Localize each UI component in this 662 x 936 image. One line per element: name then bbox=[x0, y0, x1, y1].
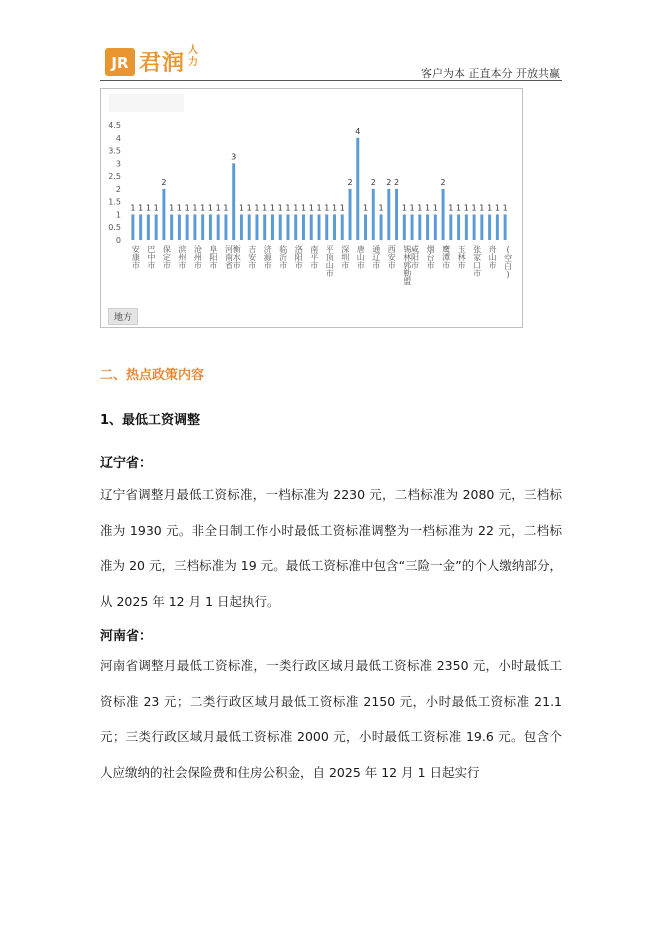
chart-bar bbox=[356, 138, 359, 240]
bar-value-label: 2 bbox=[370, 177, 376, 187]
logo-subtitle: 人力 bbox=[188, 45, 198, 68]
x-tick-label: 阜阳市 bbox=[208, 245, 218, 269]
bar-value-label: 1 bbox=[471, 203, 477, 213]
bar-value-label: 2 bbox=[161, 177, 167, 187]
x-tick-label: 西安市 bbox=[387, 245, 397, 269]
x-tick-label: 平顶山市 bbox=[325, 245, 335, 277]
bar-value-label: 1 bbox=[277, 203, 283, 213]
bar-value-label: 1 bbox=[362, 203, 369, 213]
chart-bar bbox=[395, 189, 398, 240]
y-tick-label: 2 bbox=[115, 184, 121, 194]
bar-value-label: 1 bbox=[316, 203, 322, 213]
chart-bar bbox=[155, 214, 158, 240]
x-tick-label: (空白) bbox=[503, 245, 513, 279]
bar-value-label: 1 bbox=[176, 203, 182, 213]
bar-value-label: 2 bbox=[386, 177, 392, 187]
bar-value-label: 1 bbox=[456, 203, 462, 213]
bar-value-label: 1 bbox=[494, 203, 500, 213]
x-tick-label: 滨州市 bbox=[177, 245, 187, 269]
x-tick-label: 烟台市 bbox=[426, 245, 436, 269]
bar-value-label: 1 bbox=[254, 203, 260, 213]
x-tick-label: 洛阳市 bbox=[294, 245, 304, 269]
chart-bar bbox=[147, 214, 150, 240]
chart-bar bbox=[496, 214, 499, 240]
chart-bar bbox=[372, 189, 375, 240]
bar-value-label: 1 bbox=[285, 203, 291, 213]
x-tick-label: 唐山市 bbox=[356, 245, 366, 269]
bar-value-label: 3 bbox=[231, 152, 237, 162]
chart-bar bbox=[364, 214, 367, 240]
bar-value-label: 1 bbox=[269, 203, 276, 213]
x-tick-label: 南平市 bbox=[309, 245, 319, 269]
bar-value-label: 1 bbox=[207, 203, 213, 213]
chart-bar bbox=[380, 214, 383, 240]
bar-value-label: 4 bbox=[355, 126, 361, 136]
y-tick-label: 1.5 bbox=[108, 197, 121, 207]
x-tick-label: 保定市 bbox=[162, 245, 172, 269]
subsection-title: 1、最低工资调整 bbox=[100, 413, 201, 428]
svg-text:JR: JR bbox=[111, 54, 129, 72]
chart-bar bbox=[457, 214, 460, 240]
chart-bar bbox=[255, 214, 258, 240]
bar-value-label: 1 bbox=[192, 203, 198, 213]
bar-value-label: 1 bbox=[184, 203, 190, 213]
bar-value-label: 1 bbox=[130, 203, 136, 213]
y-tick-label: 0.5 bbox=[108, 223, 121, 233]
x-tick-label: 临沂市 bbox=[278, 245, 288, 269]
chart-panel bbox=[100, 88, 523, 328]
chart-bar bbox=[294, 214, 297, 240]
chart-bar bbox=[224, 214, 227, 240]
y-tick-label: 3 bbox=[115, 159, 121, 169]
chart-bar bbox=[449, 214, 452, 240]
chart-bar bbox=[318, 214, 321, 240]
x-tick-label: 深圳市 bbox=[340, 245, 350, 269]
section-title: 二、热点政策内容 bbox=[100, 368, 205, 383]
y-tick-label: 1 bbox=[115, 210, 121, 220]
chart-bar bbox=[310, 214, 313, 240]
chart-bar bbox=[442, 189, 445, 240]
bar-value-label: 1 bbox=[308, 203, 314, 213]
bar-value-label: 1 bbox=[324, 203, 330, 213]
bar-value-label: 1 bbox=[502, 203, 508, 213]
bar-value-label: 1 bbox=[246, 203, 252, 213]
bar-value-label: 1 bbox=[448, 203, 454, 213]
y-tick-label: 4.5 bbox=[108, 121, 121, 130]
chart-bar bbox=[434, 214, 437, 240]
bar-value-label: 1 bbox=[300, 203, 307, 213]
x-tick-label: 张家口市 bbox=[472, 245, 482, 277]
x-tick-label: 鹰潭市 bbox=[441, 245, 451, 269]
bar-value-label: 1 bbox=[432, 203, 438, 213]
chart-bar bbox=[263, 214, 266, 240]
x-tick-label: 沧州市 bbox=[193, 245, 203, 269]
bar-value-label: 2 bbox=[394, 177, 400, 187]
bar-value-label: 1 bbox=[425, 203, 431, 213]
chart-bar bbox=[387, 189, 390, 240]
bar-value-label: 1 bbox=[417, 203, 423, 213]
y-tick-label: 4 bbox=[115, 133, 121, 143]
chart-bar bbox=[170, 214, 173, 240]
chart-bar bbox=[279, 214, 282, 240]
paragraph-liaoning: 辽宁省调整月最低工资标准，一档标准为 2230 元，二档标准为 2080 元，三档标准为 1930 元。非全日制工作小时最低工资标准调整为一档标准为 22 元，二档标准为 20 元，三档标准为 19 元。最低工资标准中包含“三险一金”的个人缴纳部分，从 2025 年 12 月 1 日起执行。 bbox=[100, 487, 562, 609]
chart-bar bbox=[287, 214, 290, 240]
x-tick-label: 河南省 bbox=[224, 245, 234, 269]
bar-value-label: 1 bbox=[238, 203, 244, 213]
chart-bar bbox=[488, 214, 491, 240]
y-tick-label: 0 bbox=[115, 236, 121, 245]
bar-value-label: 1 bbox=[401, 203, 407, 213]
header-divider bbox=[100, 80, 562, 81]
province-heading-henan: 河南省： bbox=[100, 629, 153, 644]
chart-bar bbox=[232, 163, 235, 240]
bar-value-label: 2 bbox=[440, 177, 446, 187]
x-tick-label: 咸阳市 bbox=[410, 245, 420, 269]
paragraph-henan: 河南省调整月最低工资标准，一类行政区域月最低工资标准 2350 元，小时最低工资标准 23 元；二类行政区域月最低工资标准 2150 元，小时最低工资标准 21.1 元；三类行政区域月最低工资标准 2000 元，小时最低工资标准 19.6 元。包含个人应缴纳的社会保险费和住房公积金，自 2025 年 12 月 1 日起实行 bbox=[100, 658, 562, 780]
chart-bar bbox=[341, 214, 344, 240]
bar-value-label: 1 bbox=[262, 203, 268, 213]
bar-value-label: 1 bbox=[215, 203, 221, 213]
chart-bar bbox=[193, 214, 196, 240]
bar-value-label: 1 bbox=[145, 203, 151, 213]
y-tick-label: 2.5 bbox=[108, 172, 121, 182]
chart-bar bbox=[131, 214, 134, 240]
bar-value-label: 1 bbox=[223, 203, 229, 213]
bar-value-label: 1 bbox=[487, 203, 493, 213]
bar-value-label: 1 bbox=[331, 203, 338, 213]
logo-name: 君润 bbox=[139, 51, 186, 76]
x-tick-label: 玉林市 bbox=[457, 245, 467, 269]
chart-bar bbox=[162, 189, 165, 240]
chart-bar bbox=[504, 214, 507, 240]
x-tick-label: 济源市 bbox=[263, 245, 273, 269]
bar-value-label: 1 bbox=[479, 203, 485, 213]
bar-value-label: 1 bbox=[339, 203, 345, 213]
bar-value-label: 2 bbox=[347, 177, 353, 187]
logo-icon bbox=[105, 48, 135, 76]
x-tick-label: 巴中市 bbox=[146, 245, 156, 269]
chart-bar bbox=[418, 214, 421, 240]
bar-value-label: 1 bbox=[463, 203, 469, 213]
x-tick-label: 吉安市 bbox=[247, 245, 257, 269]
chart-bar bbox=[217, 214, 220, 240]
chart-bar bbox=[201, 214, 204, 240]
chart-bar bbox=[302, 214, 305, 240]
chart-bar bbox=[209, 214, 212, 240]
chart-bar bbox=[403, 214, 406, 240]
chart-bar bbox=[325, 214, 328, 240]
chart-field-button[interactable]: 地方 bbox=[108, 308, 138, 325]
chart-bar bbox=[333, 214, 336, 240]
chart-bar bbox=[411, 214, 414, 240]
bar-value-label: 1 bbox=[409, 203, 415, 213]
chart-bar bbox=[473, 214, 476, 240]
y-tick-label: 3.5 bbox=[108, 146, 121, 156]
x-tick-label: 安康市 bbox=[131, 245, 141, 269]
bar-value-label: 1 bbox=[138, 203, 144, 213]
header-slogan: 客户为本 正直本分 开放共赢 bbox=[421, 67, 560, 80]
bar-value-label: 1 bbox=[293, 203, 299, 213]
chart-bar bbox=[248, 214, 251, 240]
x-tick-label: 衡水市 bbox=[232, 245, 242, 269]
x-tick-label: 通辽市 bbox=[371, 245, 381, 269]
chart-bar bbox=[349, 189, 352, 240]
bar-value-label: 1 bbox=[153, 203, 159, 213]
x-tick-label: 舟山市 bbox=[488, 245, 498, 269]
province-heading-liaoning: 辽宁省： bbox=[100, 456, 153, 471]
chart-bar bbox=[271, 214, 274, 240]
bar-value-label: 1 bbox=[200, 203, 206, 213]
chart-bar bbox=[426, 214, 429, 240]
page-header bbox=[100, 40, 562, 80]
chart-bar bbox=[240, 214, 243, 240]
chart-bar bbox=[186, 214, 189, 240]
chart-bar bbox=[480, 214, 483, 240]
x-tick-label: 锡林郭勒盟 bbox=[402, 245, 412, 285]
bar-value-label: 1 bbox=[169, 203, 175, 213]
bar-chart bbox=[101, 89, 522, 327]
chart-bar bbox=[465, 214, 468, 240]
bar-value-label: 1 bbox=[378, 203, 384, 213]
chart-bar bbox=[178, 214, 181, 240]
chart-bar bbox=[139, 214, 142, 240]
